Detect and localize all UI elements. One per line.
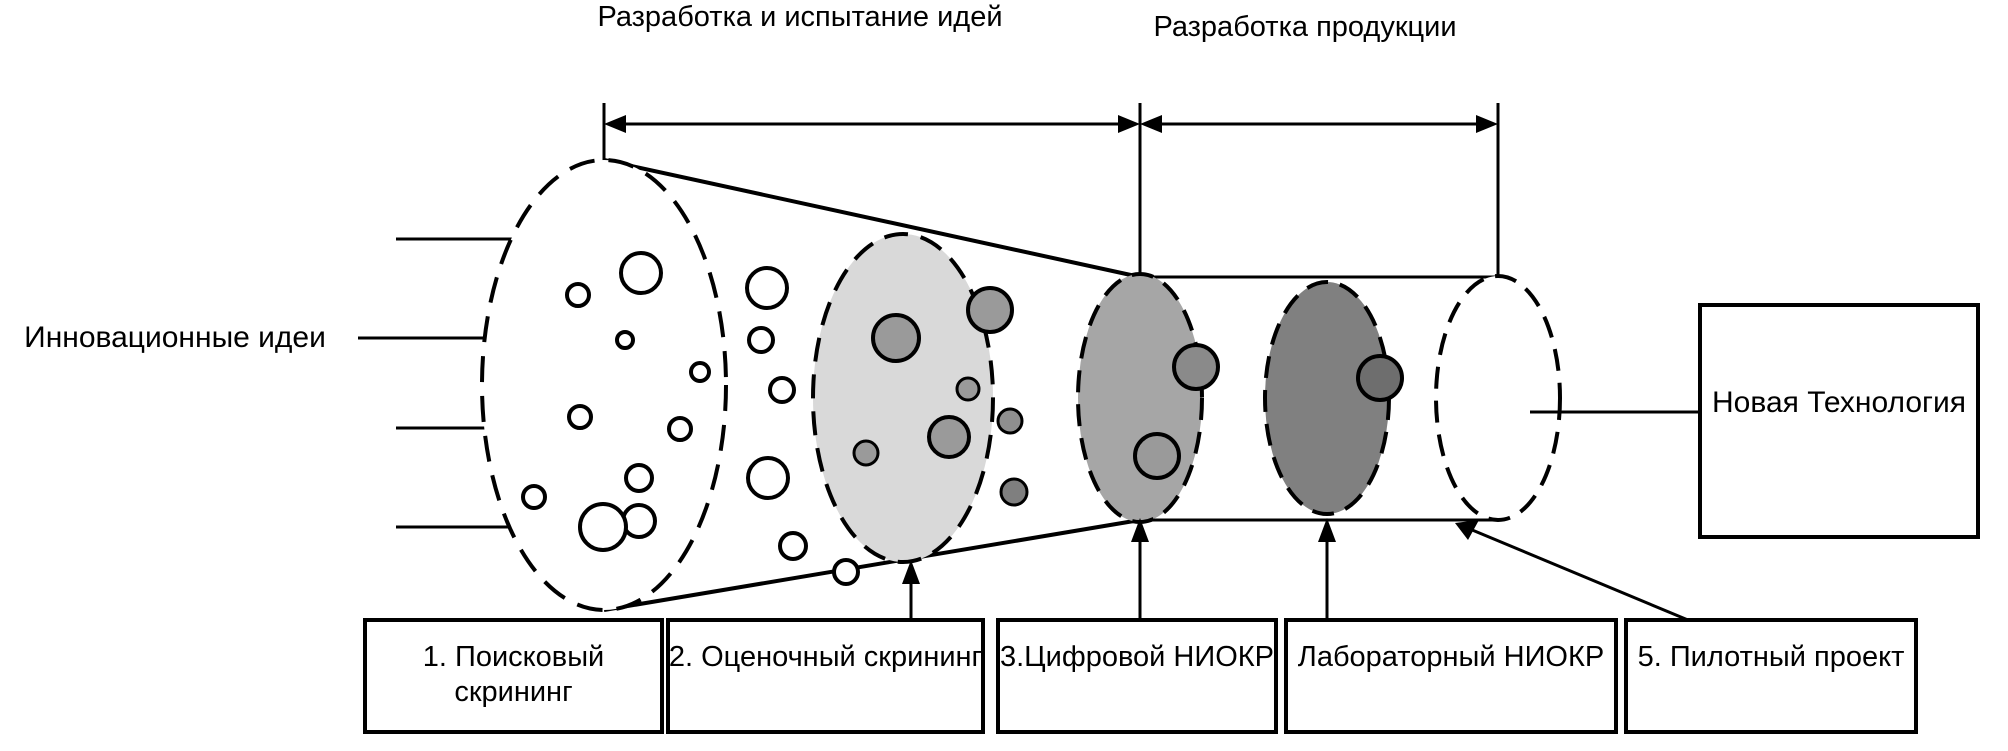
technology-box-label: Новая Технология xyxy=(1712,386,1966,419)
stage-box-3-label: 3.Цифровой НИОКР xyxy=(1000,641,1274,673)
stage-box-5-rect xyxy=(1626,620,1916,732)
phase-label-product: Разработка продукции xyxy=(1153,11,1457,43)
stage-box-3-rect xyxy=(998,620,1276,732)
phase-label-ideas: Разработка и испытание идей xyxy=(597,1,1003,33)
input-label-innovative-ideas: Инновационные идеи xyxy=(24,321,326,354)
stage-box-5-label: 5. Пилотный проект xyxy=(1637,641,1905,673)
stage-ellipse-5 xyxy=(1436,276,1560,520)
stage-ellipse-3 xyxy=(1078,274,1202,522)
stage-box-2-rect xyxy=(668,620,983,732)
stage-box-4-rect xyxy=(1286,620,1616,732)
callout-lines xyxy=(911,527,1688,620)
stage-box-4-label: Лабораторный НИОКР xyxy=(1297,641,1605,673)
stage-box-1-label: 1. Поисковый скрининг xyxy=(422,641,605,709)
stage-box-2-label: 2. Оценочный скрининг xyxy=(668,641,983,673)
